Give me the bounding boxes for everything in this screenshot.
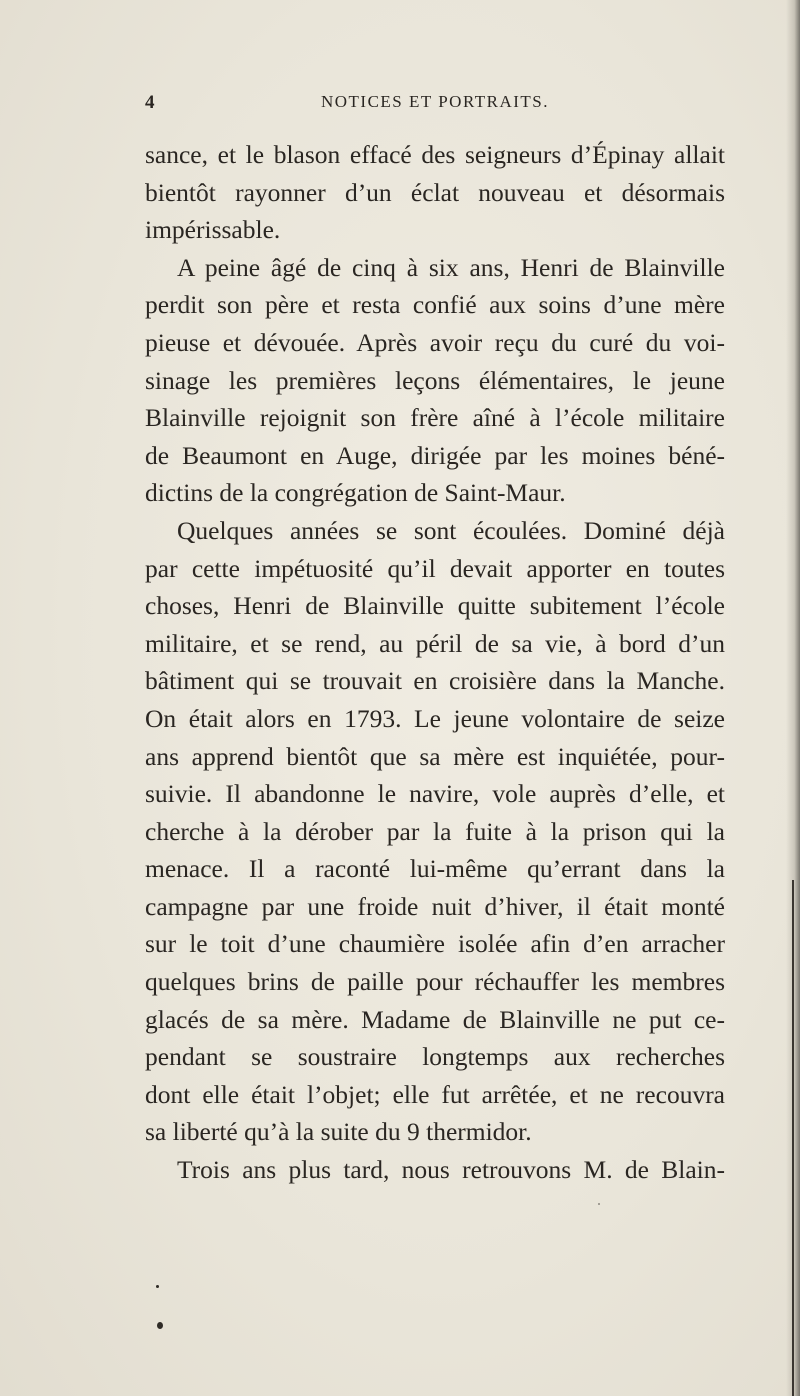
text-line: dont elle était l’objet; elle fut arrêtée, et ne recouvra [145, 1079, 725, 1109]
text-line: sa liberté qu’à la suite du 9 thermidor. [145, 1117, 532, 1147]
text-line: sinage les premières leçons élémentaires, le jeune [145, 365, 725, 395]
text-line: menace. Il a raconté lui-même qu’errant dans la [145, 854, 725, 884]
text-line: ans apprend bientôt que sa mère est inquiétée, pour- [145, 741, 725, 771]
text-line: bientôt rayonner d’un éclat nouveau et désormais [145, 177, 725, 207]
text-line: militaire, et se rend, au péril de sa vie, à bord d’un [145, 628, 725, 658]
text-line: A peine âgé de cinq à six ans, Henri de Blainville [177, 252, 725, 282]
running-title: NOTICES ET PORTRAITS. [320, 92, 550, 111]
text-line: glacés de sa mère. Madame de Blainville ne put ce- [145, 1004, 725, 1034]
text-line: de Beaumont en Auge, dirigée par les moines béné- [145, 440, 725, 470]
text-line: impérissable. [145, 215, 281, 245]
text-line: Blainville rejoignit son frère aîné à l’école militaire [145, 403, 725, 433]
ink-speck [157, 1322, 163, 1329]
text-line: Quelques années se sont écoulées. Dominé déjà [177, 515, 725, 545]
text-line: On était alors en 1793. Le jeune volontaire de seize [145, 703, 725, 733]
text-line: Trois ans plus tard, nous retrouvons M. de Blain- [177, 1155, 725, 1185]
page-number: 4 [145, 92, 155, 113]
page-header [145, 92, 725, 114]
text-line: cherche à la dérober par la fuite à la prison qui la [145, 816, 725, 846]
text-line: choses, Henri de Blainville quitte subitement l’école [145, 591, 725, 621]
text-line: campagne par une froide nuit d’hiver, il était monté [145, 891, 725, 921]
text-line: sance, et le blason effacé des seigneurs d’Épinay allait [145, 140, 725, 169]
text-line: dictins de la congrégation de Saint-Maur. [145, 478, 566, 508]
text-line: pieuse et dévouée. Après avoir reçu du curé du voi- [145, 327, 725, 357]
text-line: sur le toit d’une chaumière isolée afin d’en arracher [145, 929, 725, 959]
page-edge-line [792, 880, 794, 1396]
text-line: quelques brins de paille pour réchauffer les membres [145, 967, 725, 997]
body-text [145, 136, 725, 1189]
ink-speck [598, 1203, 600, 1205]
text-line: suivie. Il abandonne le navire, vole auprès d’elle, et [145, 779, 725, 809]
text-line: bâtiment qui se trouvait en croisière dans la Manche. [145, 666, 725, 696]
text-line: par cette impétuosité qu’il devait apporter en toutes [145, 553, 725, 583]
text-line: perdit son père et resta confié aux soins d’une mère [145, 290, 725, 320]
ink-speck [156, 1285, 159, 1288]
text-line: pendant se soustraire longtemps aux recherches [145, 1042, 725, 1072]
